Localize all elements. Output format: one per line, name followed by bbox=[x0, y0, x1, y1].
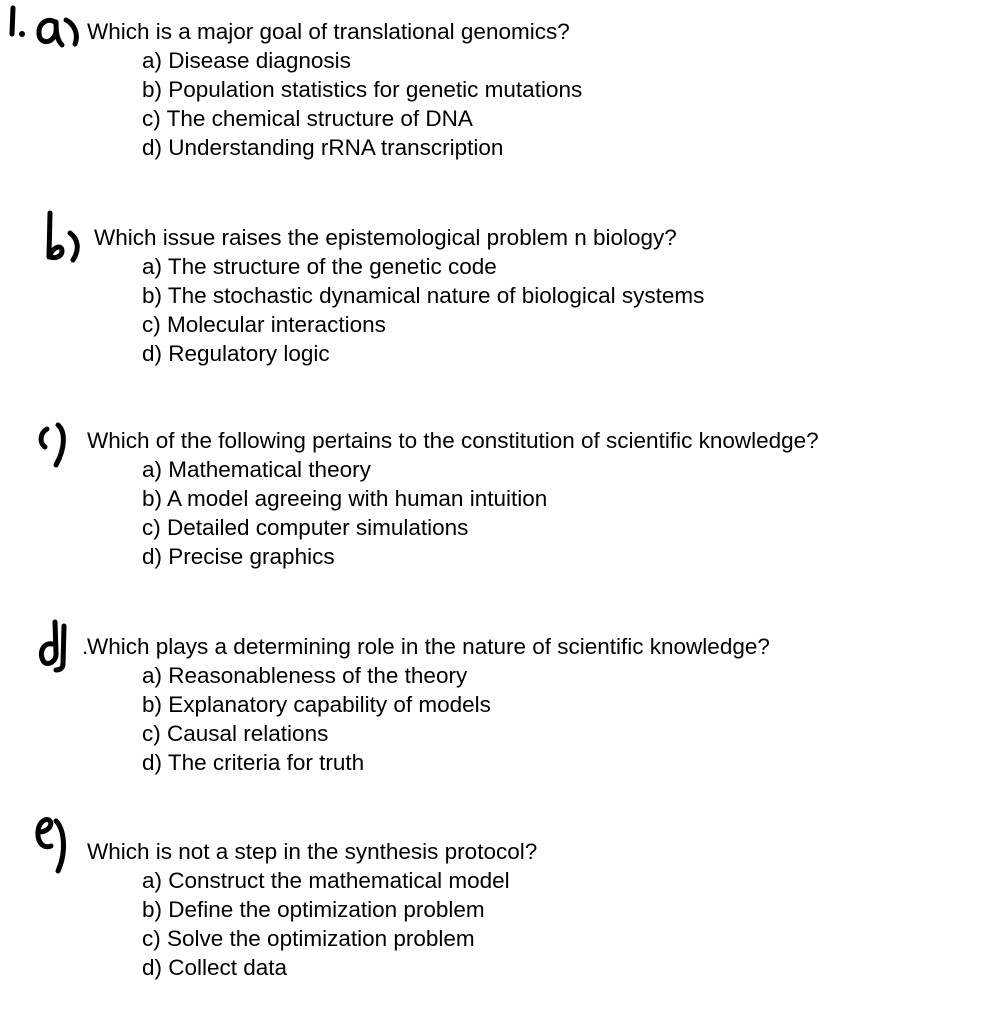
option-d: d) The criteria for truth bbox=[142, 750, 365, 775]
option-b: b) The stochastic dynamical nature of biological systems bbox=[142, 283, 705, 308]
option-d: d) Understanding rRNA transcription bbox=[142, 135, 504, 160]
option-d: d) Collect data bbox=[142, 955, 288, 980]
option-list bbox=[87, 455, 819, 571]
option-list bbox=[87, 866, 537, 982]
handwritten-marker-d bbox=[30, 612, 85, 677]
handwritten-marker-b bbox=[40, 205, 90, 265]
option-d: d) Precise graphics bbox=[142, 544, 335, 569]
option-a: a) The structure of the genetic code bbox=[142, 254, 497, 279]
handwritten-marker-1a bbox=[0, 0, 90, 60]
option-list bbox=[94, 252, 704, 368]
question-text: Which of the following pertains to the constitution of scientific knowledge? bbox=[87, 428, 819, 453]
option-c: c) Solve the optimization problem bbox=[142, 926, 475, 951]
option-list bbox=[87, 46, 582, 162]
option-c: c) Causal relations bbox=[142, 721, 329, 746]
option-a: a) Disease diagnosis bbox=[142, 48, 351, 73]
question-b bbox=[94, 223, 704, 368]
question-text: Which plays a determining role in the nature of scientific knowledge? bbox=[87, 634, 770, 659]
question-text: Which is a major goal of translational genomics? bbox=[87, 19, 570, 44]
handwritten-marker-c bbox=[30, 413, 80, 473]
handwritten-marker-e bbox=[30, 805, 80, 880]
option-b: b) Population statistics for genetic mutations bbox=[142, 77, 583, 102]
question-text: Which is not a step in the synthesis protocol? bbox=[87, 839, 538, 864]
option-c: c) Molecular interactions bbox=[142, 312, 386, 337]
option-a: a) Reasonableness of the theory bbox=[142, 663, 468, 688]
option-a: a) Mathematical theory bbox=[142, 457, 371, 482]
question-c bbox=[87, 426, 819, 571]
option-c: c) The chemical structure of DNA bbox=[142, 106, 473, 131]
option-d: d) Regulatory logic bbox=[142, 341, 330, 366]
option-c: c) Detailed computer simulations bbox=[142, 515, 469, 540]
question-e bbox=[87, 837, 537, 982]
option-b: b) Explanatory capability of models bbox=[142, 692, 491, 717]
question-text: Which issue raises the epistemological problem n biology? bbox=[94, 225, 677, 250]
option-b: b) Define the optimization problem bbox=[142, 897, 485, 922]
question-1a bbox=[87, 17, 582, 162]
option-a: a) Construct the mathematical model bbox=[142, 868, 510, 893]
leading-punctuation: . bbox=[82, 634, 89, 659]
option-b: b) A model agreeing with human intuition bbox=[142, 486, 548, 511]
option-list bbox=[87, 661, 770, 777]
question-d bbox=[82, 632, 770, 777]
